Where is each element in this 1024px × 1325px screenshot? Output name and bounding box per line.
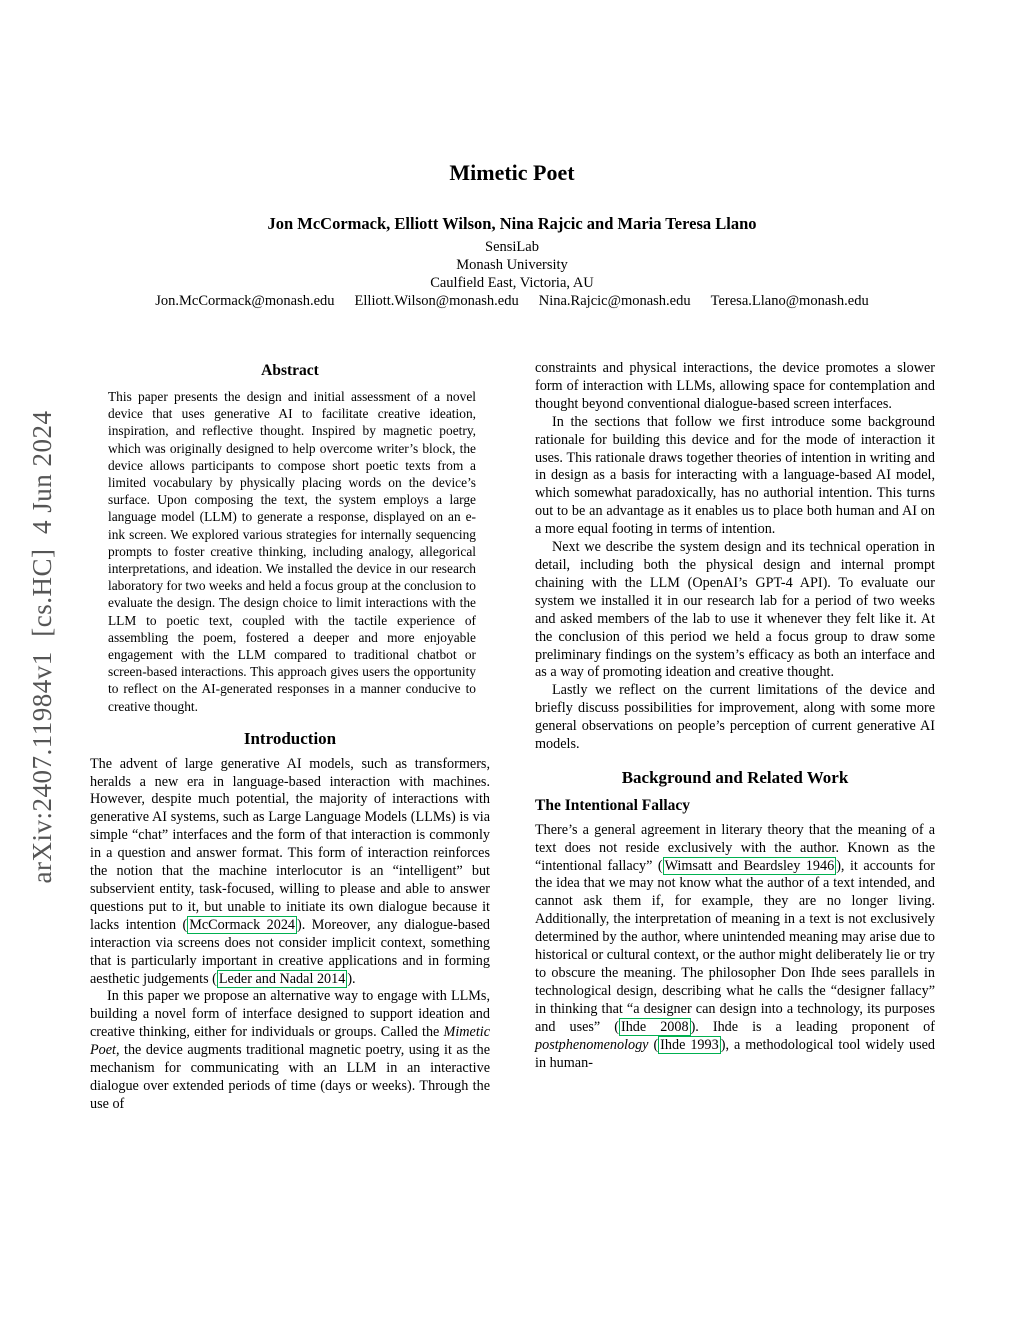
arxiv-watermark: arXiv:2407.11984v1 [cs.HC] 4 Jun 2024 bbox=[27, 410, 57, 884]
italic-term: postphenomenology bbox=[535, 1036, 649, 1053]
text-run: ). bbox=[347, 970, 356, 987]
paragraph bbox=[535, 822, 935, 1073]
author-email[interactable]: Elliott.Wilson@monash.edu bbox=[354, 293, 519, 309]
left-column bbox=[90, 360, 490, 1114]
affiliation-university: Monash University bbox=[456, 257, 568, 273]
right-top-paragraphs bbox=[535, 360, 935, 754]
text-run: ), it accounts for the idea that we may not know what the author of a text intended, and cannot ask them if, for example, they are no longer living. Additionally, the interpretation of meaning in a text is not exclusively determined by the author, where unintended meaning may arise due to historical or cultural context, or the author might deliberately lie or try to obscure the meaning. The philosopher Don Ihde sees parallels in technological design, describing what he calls the “designer fallacy” in thinking that “a designer can design into a technology, its purposes and uses” ( bbox=[535, 857, 936, 1035]
intentional-fallacy-paragraphs bbox=[535, 822, 935, 1073]
introduction-paragraphs bbox=[90, 756, 490, 1114]
author-email[interactable]: Teresa.Llano@monash.edu bbox=[710, 293, 869, 309]
paragraph bbox=[535, 682, 935, 754]
right-column bbox=[535, 360, 935, 1114]
abstract-heading: Abstract bbox=[261, 362, 319, 379]
citation-link[interactable]: Ihde 1993 bbox=[660, 1036, 719, 1053]
paper-title: Mimetic Poet bbox=[449, 160, 575, 185]
paper-header bbox=[0, 0, 1024, 310]
text-run: In this paper we propose an alternative way to engage with LLMs, building a novel form of interface designed to support ideation and creative thinking, either for individuals or groups. Called the bbox=[90, 988, 490, 1041]
paragraph bbox=[535, 414, 935, 539]
citation-link[interactable]: Leder and Nadal 2014 bbox=[218, 970, 346, 987]
author-emails bbox=[0, 293, 1024, 310]
text-run: ), a methodological tool widely used in human- bbox=[535, 1036, 935, 1071]
paragraph bbox=[90, 988, 490, 1113]
affiliation-address: Caulfield East, Victoria, AU bbox=[430, 275, 594, 291]
section-heading-background: Background and Related Work bbox=[621, 767, 849, 787]
text-run: The advent of large generative AI models, such as transformers, heralds a new era in language-based interaction with machines. However, despite much potential, the majority of interactions with generative AI systems, such as Large Language Models (LLMs) is via simple “chat” interfaces and the form of that interaction is commonly in a question and answer format. This form of interaction reinforces the notion that the machine interlocutor is an “intelligent” but subservient entity, task-focused, willing to please and able to answer questions put to it, but unable to initiate its own dialogue because it lacks intention ( bbox=[90, 755, 490, 933]
citation-link[interactable]: McCormack 2024 bbox=[189, 916, 296, 933]
text-run: ). Moreover, any dialogue-based interaction via screens does not consider implicit context, something that is particularly important in creative applications and in forming aesthetic judgements ( bbox=[90, 916, 490, 987]
text-run: ). Ihde is a leading proponent of bbox=[690, 1018, 935, 1035]
citation-link[interactable]: Wimsatt and Beardsley 1946 bbox=[664, 857, 835, 874]
section-heading-introduction: Introduction bbox=[243, 728, 337, 748]
affiliation-lab: SensiLab bbox=[485, 239, 539, 255]
author-email[interactable]: Nina.Rajcic@monash.edu bbox=[538, 293, 691, 309]
text-run: Lastly we reflect on the current limitations of the device and briefly discuss possibilities for improvement, along with some more general observations on people’s perception of current generative AI models. bbox=[535, 682, 935, 753]
text-run: In the sections that follow we first introduce some background rationale for building this device and for the mode of interaction it uses. This rationale draws together theories of intention in writing and in design as a basis for interacting with a language-based AI model, which somewhat paradoxically, has no authorial intention. This turns out to be an advantage as it enables us to place both human and AI on a more equal footing in terms of intention. bbox=[535, 413, 935, 538]
text-run: , the device augments traditional magnetic poetry, using it as the mechanism for communicating with an LLM in an interactive dialogue over extended periods of time (days or weeks). Through the use of bbox=[90, 1042, 490, 1112]
paragraph bbox=[535, 360, 935, 414]
two-column-body bbox=[90, 360, 935, 1114]
text-run: Next we describe the system design and its technical operation in detail, including both the physical design and internal prompt chaining with the LLM (OpenAI’s GPT-4 API). To evaluate our system we installed it in our research lab for a period of two weeks and asked members of the lab to use it whenever they felt like it. At the conclusion of this period we held a focus group to draw some preliminary findings on the system’s efficacy as both an interface and as a way of promoting ideation and creative thought. bbox=[535, 539, 935, 681]
author-list: Jon McCormack, Elliott Wilson, Nina Rajcic and Maria Teresa Llano bbox=[267, 214, 757, 233]
abstract-text: This paper presents the design and initial assessment of a novel device that uses generative AI to facilitate creative ideation, inspiration, and reflective thought. Inspired by magnetic poetry, which was originally designed to help overcome writer’s block, the device allows participants to compose short poetic texts from a limited vocabulary by physically placing words on the device’s surface. Upon composing the text, the system employs a large language model (LLM) to generate a response, displayed on an e-ink screen. We explored various strategies for internally sequencing prompts to foster creative thinking, including analogy, allegorical interpretations, and ideation. We installed the device in our research laboratory for two weeks and held a focus group at the conclusion to evaluate the design. The design choice to limit interactions with the LLM to poetic text, coupled with the tactile experience of assembling the poem, fostered a deeper and more enjoyable engagement with the LLM compared to traditional chatbot or screen-based interactions. This approach gives users the opportunity to reflect on the AI-generated responses in a manner conducive to creative thought. bbox=[108, 388, 476, 714]
text-run: constraints and physical interactions, the device promotes a slower form of interaction with LLMs, allowing space for contemplation and thought beyond conventional dialogue-based screen interfaces. bbox=[535, 360, 935, 412]
text-run: There’s a general agreement in literary theory that the meaning of a text does not reside exclusively with the author. Known as the “intentional fallacy” ( bbox=[535, 821, 935, 874]
citation-link[interactable]: Ihde 2008 bbox=[620, 1018, 689, 1035]
author-email[interactable]: Jon.McCormack@monash.edu bbox=[155, 293, 335, 309]
paragraph bbox=[90, 756, 490, 989]
paragraph bbox=[535, 539, 935, 682]
text-run: ( bbox=[648, 1036, 659, 1053]
subsection-heading-intentional-fallacy: The Intentional Fallacy bbox=[535, 796, 691, 814]
italic-term: Mimetic Poet bbox=[90, 1024, 490, 1059]
